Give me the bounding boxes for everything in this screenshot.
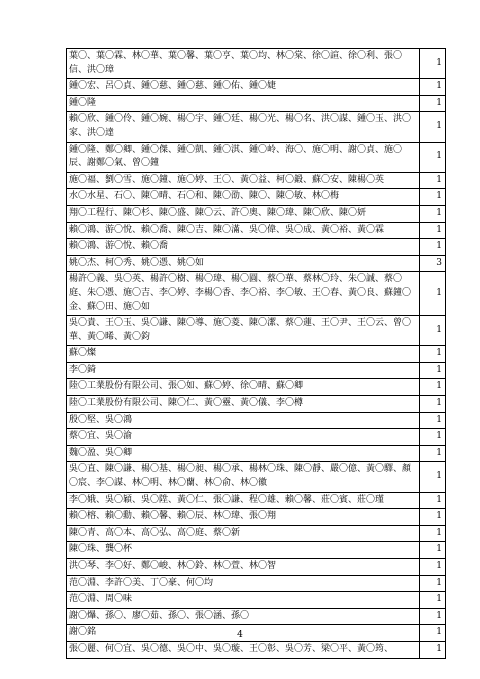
count-cell: 1 — [420, 346, 446, 363]
count-cell: 1 — [420, 445, 446, 462]
names-cell: 吳〇直、陳〇謙、楊〇基、楊〇昶、楊〇承、楊林〇珠、陳〇靜、嚴〇億、黃〇驛、顏〇宸、李〇謀、林〇明、林〇蘭、林〇俞、林〇徽 — [67, 462, 420, 492]
names-cell: 蘇〇燦 — [67, 346, 420, 363]
count-cell: 1 — [420, 559, 446, 576]
table-row — [67, 492, 446, 509]
table-row — [67, 641, 446, 658]
count-cell: 1 — [420, 412, 446, 429]
table-row — [67, 592, 446, 609]
names-cell: 謝〇銘 — [67, 625, 420, 642]
names-cell: 陳〇珠、龔〇杯 — [67, 542, 420, 559]
count-cell: 1 — [420, 239, 446, 256]
table-row — [67, 255, 446, 272]
count-cell: 3 — [420, 255, 446, 272]
count-cell: 1 — [420, 112, 446, 142]
count-cell: 1 — [420, 492, 446, 509]
table-row — [67, 559, 446, 576]
names-cell: 鍾〇隆 — [67, 95, 420, 112]
names-cell: 李〇娥、吳〇穎、吳〇陞、黃〇仁、張〇謙、程〇雄、賴〇馨、莊〇賓、莊〇瑾 — [67, 492, 420, 509]
count-cell: 1 — [420, 462, 446, 492]
table-row — [67, 362, 446, 379]
table-row — [67, 379, 446, 396]
names-cell: 賴〇鴻、游〇悅、賴〇喬、陳〇吉、陳〇滿、吳〇偉、吳〇成、黃〇裕、黃〇霖 — [67, 222, 420, 239]
names-cell: 李〇錡 — [67, 362, 420, 379]
table-row — [67, 608, 446, 625]
count-cell: 1 — [420, 272, 446, 316]
count-cell: 1 — [420, 608, 446, 625]
table-row — [67, 316, 446, 346]
table-row — [67, 95, 446, 112]
count-cell: 1 — [420, 95, 446, 112]
table-row — [67, 172, 446, 189]
names-cell: 謝〇爗、孫〇、廖〇茹、孫〇、張〇涵、孫〇 — [67, 608, 420, 625]
count-cell: 1 — [420, 362, 446, 379]
table-row — [67, 142, 446, 172]
names-cell: 鍾〇隆、鄭〇卿、鍾〇傑、鍾〇凱、鍾〇淇、鍾〇岭、海〇、施〇明、謝〇貞、施〇辰、謝鄭〇氣、曾〇鐘 — [67, 142, 420, 172]
table-row — [67, 189, 446, 206]
table-row — [67, 396, 446, 413]
count-cell: 1 — [420, 525, 446, 542]
names-cell: 張〇麗、何〇宜、吳〇德、吳〇中、吳〇璇、王〇彰、吳〇芳、梁〇平、黃〇筠、 — [67, 641, 420, 658]
count-cell: 1 — [420, 49, 446, 79]
names-cell: 范〇淵、李許〇美、丁〇豪、何〇均 — [67, 575, 420, 592]
names-table — [66, 48, 446, 659]
count-cell: 1 — [420, 79, 446, 96]
table-row — [67, 462, 446, 492]
count-cell: 1 — [420, 592, 446, 609]
names-cell: 水〇水星、石〇、陳〇晴、石〇和、陳〇劭、陳〇、陳〇敏、林〇梅 — [67, 189, 420, 206]
names-cell: 陸〇工業股份有限公司、張〇如、蘇〇婷、徐〇晴、蘇〇卿 — [67, 379, 420, 396]
table-row — [67, 49, 446, 79]
names-cell: 蔡〇宜、吳〇渝 — [67, 429, 420, 446]
names-cell: 魏〇盈、吳〇卿 — [67, 445, 420, 462]
names-cell: 葉〇、葉〇霖、林〇華、葉〇馨、葉〇亨、葉〇均、林〇棠、徐〇諠、徐〇利、張〇信、洪〇璋 — [67, 49, 420, 79]
table-row — [67, 429, 446, 446]
table-row — [67, 542, 446, 559]
names-cell: 殷〇堅、吳〇鴻 — [67, 412, 420, 429]
table-row — [67, 205, 446, 222]
names-cell: 施〇福、劉〇雪、施〇鐘、施〇婷、王〇、黃〇益、柯〇鍛、蘇〇安、陳楊〇英 — [67, 172, 420, 189]
count-cell: 1 — [420, 316, 446, 346]
page-number: 4 — [237, 630, 243, 640]
table-row — [67, 239, 446, 256]
count-cell: 1 — [420, 379, 446, 396]
names-cell: 賴〇榕、賴〇勳、賴〇馨、賴〇辰、林〇瑋、張〇翔 — [67, 509, 420, 526]
table-row — [67, 222, 446, 239]
count-cell: 1 — [420, 222, 446, 239]
table-row — [67, 509, 446, 526]
table-row — [67, 575, 446, 592]
count-cell: 1 — [420, 142, 446, 172]
count-cell: 1 — [420, 205, 446, 222]
names-cell: 洪〇琴、李〇好、鄭〇峻、林〇鈴、林〇萱、林〇智 — [67, 559, 420, 576]
names-cell: 賴〇欣、鍾〇伶、鍾〇婉、楊〇宇、鍾〇廷、楊〇光、楊〇名、洪〇謀、鍾〇玉、洪〇家、洪〇達 — [67, 112, 420, 142]
count-cell: 1 — [420, 625, 446, 642]
table-row — [67, 346, 446, 363]
names-cell: 楊許〇義、吳〇英、楊許〇樹、楊〇瑋、楊〇圓、蔡〇華、蔡林〇玲、朱〇誠、蔡〇庭、朱〇憑、施〇吉、李〇婷、李楊〇香、李〇裕、李〇敏、王〇春、黃〇良、蘇鐘〇金、蘇〇田、施〇如 — [67, 272, 420, 316]
names-cell: 賴〇鴻、游〇悅、賴〇喬 — [67, 239, 420, 256]
names-cell: 吳〇貴、王〇玉、吳〇謙、陳〇導、施〇菱、陳〇潔、蔡〇蓮、王〇尹、王〇云、曾〇華、黃〇晞、黃〇鈞 — [67, 316, 420, 346]
names-cell: 鍾〇宏、呂〇貞、鍾〇慈、鍾〇慈、鍾〇佑、鍾〇婕 — [67, 79, 420, 96]
table-row — [67, 525, 446, 542]
table-body — [67, 49, 446, 659]
count-cell: 1 — [420, 396, 446, 413]
names-cell: 姚〇杰、柯〇秀、姚〇憑、姚〇如 — [67, 255, 420, 272]
count-cell: 1 — [420, 172, 446, 189]
table-row — [67, 112, 446, 142]
names-cell: 陳〇青、高〇本、高〇弘、高〇庭、蔡〇新 — [67, 525, 420, 542]
table-row — [67, 272, 446, 316]
names-cell: 范〇淵、周〇味 — [67, 592, 420, 609]
names-cell: 翔〇工程行、陳〇杉、陳〇盛、陳〇云、許〇奧、陳〇瑋、陳〇欣、陳〇妍 — [67, 205, 420, 222]
count-cell: 1 — [420, 575, 446, 592]
count-cell: 1 — [420, 641, 446, 658]
count-cell: 1 — [420, 189, 446, 206]
table-row — [67, 445, 446, 462]
count-cell: 1 — [420, 429, 446, 446]
count-cell: 1 — [420, 542, 446, 559]
table-row — [67, 412, 446, 429]
count-cell: 1 — [420, 509, 446, 526]
names-cell: 陸〇工業股份有限公司、陳〇仁、黃〇靈、黃〇儀、李〇樽 — [67, 396, 420, 413]
table-row — [67, 79, 446, 96]
